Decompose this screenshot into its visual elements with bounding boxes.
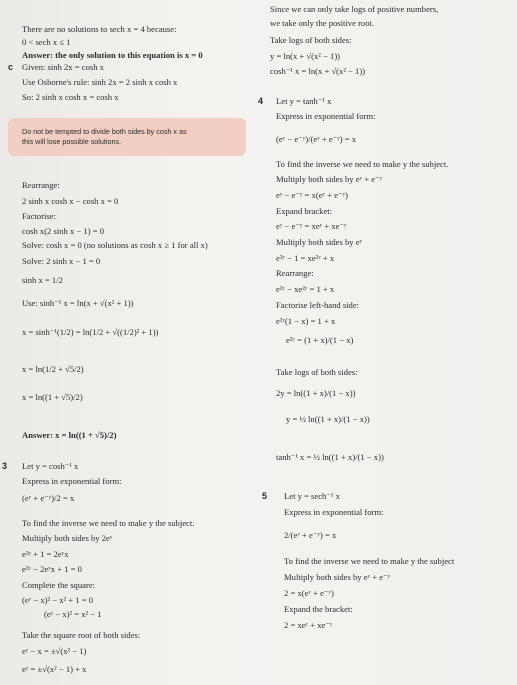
equation-line: 2 = x(eʸ + e⁻ʸ): [284, 588, 334, 598]
equation-line: Use: sinh⁻¹ x = ln(x + √(x² + 1)): [22, 298, 134, 308]
text-line: we take only the positive root.: [270, 18, 375, 28]
text-line: Take logs of both sides:: [270, 35, 352, 45]
text-line: Rearrange:: [276, 268, 314, 278]
tip-text: this will lose possible solutions.: [22, 137, 122, 146]
text-line: Use Osborne's rule: sinh 2x = 2 sinh x cosh x: [22, 77, 178, 87]
text-line: Solve: cosh x = 0 (no solutions as cosh x ≥ 1 for all x): [22, 240, 208, 250]
text-line: cosh x(2 sinh x − 1) = 0: [22, 226, 105, 236]
equation-line: (eʸ − x)² − x² + 1 = 0: [22, 595, 94, 605]
text-line: Factorise:: [22, 211, 56, 221]
equation-line: (eʸ − x)² = x² − 1: [44, 609, 102, 619]
text-line: Expand bracket:: [276, 206, 333, 216]
equation-line: 2/(eʸ + e⁻ʸ) = x: [284, 530, 337, 540]
equation-line: x = sinh⁻¹(1/2) = ln(1/2 + √((1/2)² + 1)): [22, 327, 159, 337]
tip-callout: [8, 118, 246, 156]
text-line: Complete the square:: [22, 580, 96, 590]
text-line: Express in exponential form:: [276, 111, 376, 121]
equation-line: y = ½ ln((1 + x)/(1 − x)): [286, 414, 370, 424]
text-line: Expand the bracket:: [284, 604, 353, 614]
text-line: Multiply both sides by eʸ: [276, 237, 363, 247]
text-line: So: 2 sinh x cosh x = cosh x: [22, 92, 119, 102]
equation-line: x = ln(1/2 + √5/2): [22, 364, 84, 374]
text-line: Take logs of both sides:: [276, 367, 358, 377]
question-number: 3: [2, 461, 8, 471]
equation-line: tanh⁻¹ x = ½ ln((1 + x)/(1 − x)): [276, 452, 384, 462]
equation-line: e²ʸ = (1 + x)/(1 − x): [286, 335, 354, 345]
equation-line: cosh⁻¹ x = ln(x + √(x² − 1)): [270, 66, 366, 76]
text-line: Since we can only take logs of positive numbers,: [270, 4, 439, 14]
equation-line: e²ʸ(1 − x) = 1 + x: [276, 316, 336, 326]
text-line: Rearrange:: [22, 180, 60, 190]
question-part-marker: c: [8, 62, 14, 72]
text-line: There are no solutions to sech x = 4 because:: [22, 24, 177, 34]
text-line: To find the inverse we need to make y the subject: [284, 556, 455, 566]
equation-line: (eʸ + e⁻ʸ)/2 = x: [22, 493, 75, 503]
text-line: Express in exponential form:: [22, 476, 122, 486]
equation-line: 2y = ln((1 + x)/(1 − x)): [276, 388, 356, 398]
text-line: Factorise left-hand side:: [276, 300, 360, 310]
text-line: To find the inverse we need to make y the subject.: [276, 159, 449, 169]
equation-line: eʸ − e⁻ʸ = xeʸ + xe⁻ʸ: [276, 221, 347, 231]
equation-line: x = ln((1 + √5)/2): [22, 392, 83, 402]
text-line: 0 < sech x ≤ 1: [22, 37, 71, 47]
equation-line: sinh x = 1/2: [22, 275, 63, 285]
text-line: Take the square root of both sides:: [22, 630, 141, 640]
equation-line: y = ln(x + √(x² − 1)): [270, 51, 341, 61]
equation-line: e²ʸ − xe²ʸ = 1 + x: [276, 284, 335, 294]
equation-line: (eʸ − e⁻ʸ)/(eʸ + e⁻ʸ) = x: [276, 134, 357, 144]
equation-line: eʸ − x = ±√(x² − 1): [22, 646, 87, 656]
text-line: Express in exponential form:: [284, 507, 384, 517]
text-line: Let y = tanh⁻¹ x: [276, 96, 332, 106]
equation-line: eʸ = ±√(x² − 1) + x: [22, 664, 87, 674]
text-line: Solve: 2 sinh x − 1 = 0: [22, 256, 101, 266]
text-line: Multiply both sides by eʸ + e⁻ʸ: [276, 174, 383, 184]
equation-line: e²ʸ + 1 = 2eʸx: [22, 549, 69, 559]
text-line: To find the inverse we need to make y the subject.: [22, 518, 195, 528]
question-number: 5: [262, 491, 268, 501]
question-number: 4: [258, 96, 264, 106]
equation-line: e²ʸ − 2eʸx + 1 = 0: [22, 564, 82, 574]
text-line: 2 sinh x cosh x − cosh x = 0: [22, 196, 119, 206]
equation-line: e²ʸ − 1 = xe²ʸ + x: [276, 253, 335, 263]
answer-line: Answer: the only solution to this equation is x = 0: [22, 50, 203, 60]
tip-text: Do not be tempted to divide both sides by cosh x as: [22, 127, 187, 136]
text-line: Multiply both sides by 2eʸ: [22, 533, 113, 543]
text-line: Let y = cosh⁻¹ x: [22, 461, 79, 471]
equation-line: eʸ − e⁻ʸ = x(eʸ + e⁻ʸ): [276, 190, 348, 200]
answer-line: Answer: x = ln((1 + √5)/2): [22, 430, 117, 440]
text-line: Let y = sech⁻¹ x: [284, 491, 340, 501]
text-line: Given: sinh 2x = cosh x: [22, 62, 104, 72]
equation-line: 2 = xeʸ + xe⁻ʸ: [284, 620, 333, 630]
text-line: Multiply both sides by eʸ + e⁻ʸ: [284, 572, 391, 582]
